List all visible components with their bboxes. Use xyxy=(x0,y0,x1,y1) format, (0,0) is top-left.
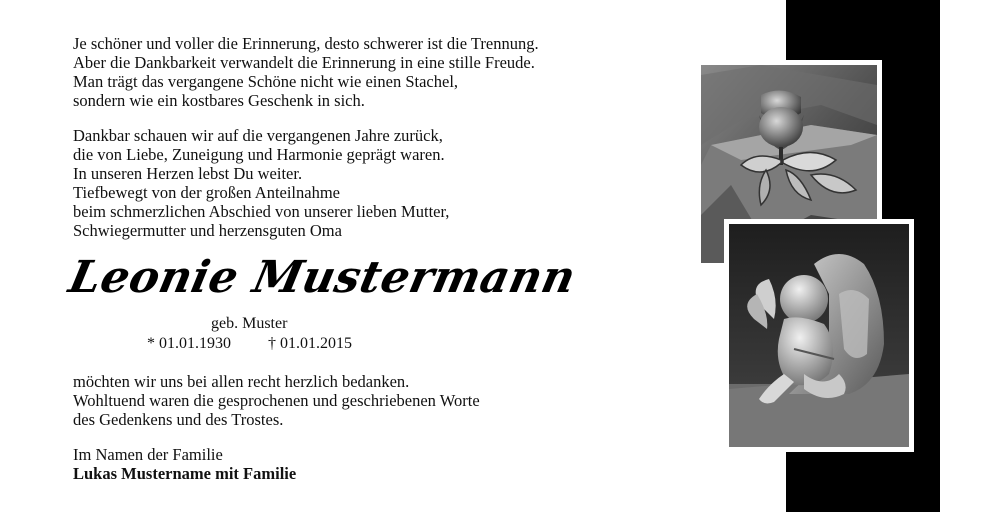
text-line: In unseren Herzen lebst Du weiter. xyxy=(73,164,303,183)
text-line: Tiefbewegt von der großen Anteilnahme xyxy=(73,183,340,202)
text-line: des Gedenkens und des Trostes. xyxy=(73,410,284,429)
text-line: Aber die Dankbarkeit verwandelt die Erinnerung in eine stille Freude. xyxy=(73,53,535,72)
text-line: sondern wie ein kostbares Geschenk in sich. xyxy=(73,91,365,110)
text-line: Man trägt das vergangene Schöne nicht wie einen Stachel, xyxy=(73,72,459,91)
text-line: Je schöner und voller die Erinnerung, desto schwerer ist die Trennung. xyxy=(73,34,539,53)
family-signature: Lukas Mustername mit Familie xyxy=(73,464,297,483)
signature-block xyxy=(73,445,296,483)
birth-name: geb. Muster xyxy=(211,315,288,332)
intro-paragraph xyxy=(73,34,539,110)
death-date: † 01.01.2015 xyxy=(268,335,352,352)
deceased-name: Leonie Mustermann xyxy=(64,252,581,303)
thanks-paragraph xyxy=(73,126,449,240)
angel-hand-photo xyxy=(724,219,914,452)
text-line: Schwiegermutter und herzensguten Oma xyxy=(73,221,342,240)
text-line: Dankbar schauen wir auf die vergangenen Jahre zurück, xyxy=(73,126,443,145)
text-line: möchten wir uns bei allen recht herzlich bedanken. xyxy=(73,372,410,391)
text-line: Wohltuend waren die gesprochenen und geschriebenen Worte xyxy=(73,391,480,410)
birth-date: * 01.01.1930 xyxy=(147,335,231,352)
signature-line: Im Namen der Familie xyxy=(73,445,223,464)
text-line: beim schmerzlichen Abschied von unserer lieben Mutter, xyxy=(73,202,450,221)
closing-paragraph xyxy=(73,372,480,429)
text-line: die von Liebe, Zuneigung und Harmonie geprägt waren. xyxy=(73,145,445,164)
angel-hand-image xyxy=(729,224,909,447)
